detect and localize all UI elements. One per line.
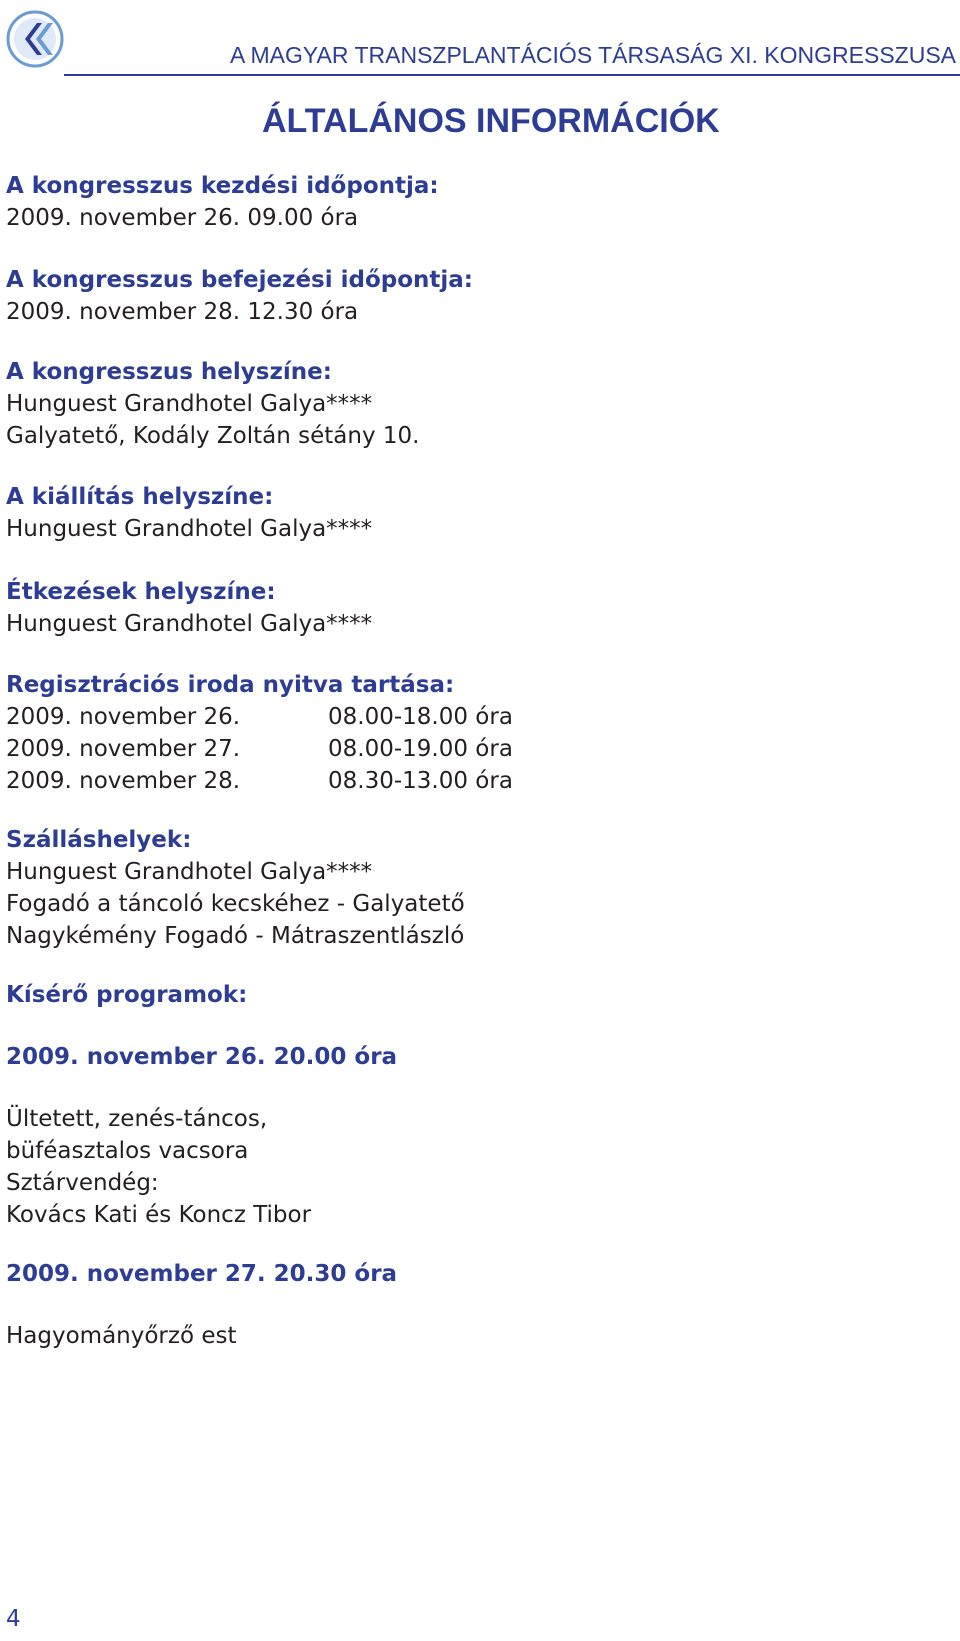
registration-heading: Regisztrációs iroda nyitva tartása: (6, 672, 455, 698)
end-value: 2009. november 28. 12.30 óra (6, 299, 359, 325)
accommodation-item: Hunguest Grandhotel Galya**** (6, 859, 373, 885)
event-2-line: Hagyományőrző est (6, 1323, 237, 1349)
event-1-line: Kovács Kati és Koncz Tibor (6, 1202, 312, 1228)
page-number: 4 (6, 1606, 21, 1632)
exhibition-heading: A kiállítás helyszíne: (6, 484, 274, 510)
event-2-datetime: 2009. november 27. 20.30 óra (6, 1261, 398, 1287)
venue-line: Hunguest Grandhotel Galya**** (6, 391, 373, 417)
event-1-line: Sztárvendég: (6, 1170, 159, 1196)
registration-section (6, 669, 513, 797)
exhibition-section (6, 481, 372, 545)
end-section (6, 264, 473, 328)
society-logo-icon (6, 10, 64, 68)
exhibition-value: Hunguest Grandhotel Galya**** (6, 516, 373, 542)
accommodation-heading: Szálláshelyek: (6, 827, 192, 853)
registration-hours: 08.30-13.00 óra (328, 768, 513, 794)
meals-heading: Étkezések helyszíne: (6, 579, 276, 605)
accommodation-section (6, 824, 465, 952)
programs-section (6, 979, 247, 1011)
registration-hours: 08.00-18.00 óra (328, 704, 513, 730)
accommodation-item: Nagykémény Fogadó - Mátraszentlászló (6, 923, 465, 949)
meals-section (6, 576, 372, 640)
society-logo (6, 10, 64, 68)
venue-section (6, 356, 419, 452)
registration-row (6, 701, 513, 733)
event-2-details (6, 1320, 237, 1352)
registration-date: 2009. november 28. (6, 768, 241, 794)
accommodation-item: Fogadó a táncoló kecskéhez - Galyatető (6, 891, 465, 917)
event-1-datetime: 2009. november 26. 20.00 óra (6, 1044, 398, 1070)
running-head: A MAGYAR TRANSZPLANTÁCIÓS TÁRSASÁG XI. KONGRESSZUSA (230, 42, 956, 68)
event-1-details (6, 1103, 311, 1231)
programs-heading: Kísérő programok: (6, 982, 248, 1008)
registration-hours: 08.00-19.00 óra (328, 736, 513, 762)
venue-address: Galyatető, Kodály Zoltán sétány 10. (6, 423, 420, 449)
start-heading: A kongresszus kezdési időpontja: (6, 173, 439, 199)
meals-value: Hunguest Grandhotel Galya**** (6, 611, 373, 637)
end-heading: A kongresszus befejezési időpontja: (6, 267, 474, 293)
registration-date: 2009. november 26. (6, 704, 241, 730)
event-2 (6, 1258, 397, 1290)
registration-row (6, 765, 513, 797)
registration-row (6, 733, 513, 765)
venue-heading: A kongresszus helyszíne: (6, 359, 332, 385)
event-1-line: büféasztalos vacsora (6, 1138, 249, 1164)
start-section (6, 170, 439, 234)
start-value: 2009. november 26. 09.00 óra (6, 205, 359, 231)
event-1-line: Ültetett, zenés-táncos, (6, 1106, 268, 1132)
header-rule (64, 74, 960, 76)
page-title: ÁLTALÁNOS INFORMÁCIÓK (262, 102, 720, 140)
registration-date: 2009. november 27. (6, 736, 241, 762)
event-1 (6, 1041, 397, 1073)
